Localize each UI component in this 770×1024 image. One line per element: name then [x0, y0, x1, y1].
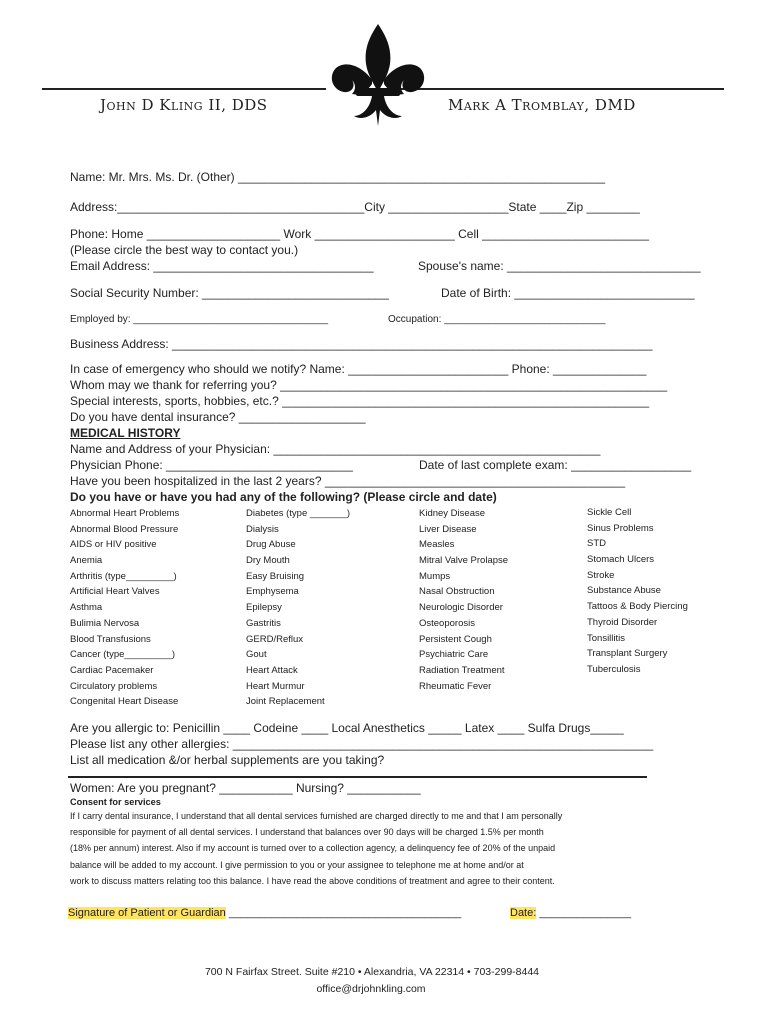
- last-exam-field[interactable]: Date of last complete exam: __________________: [419, 458, 692, 472]
- other-allergies-field[interactable]: Please list any other allergies: _______________________________________________________________: [70, 737, 654, 751]
- condition-item[interactable]: Circulatory problems: [70, 680, 158, 692]
- condition-item[interactable]: Cancer (type_________): [70, 649, 176, 661]
- footer-email[interactable]: office@drjohnkling.com: [316, 983, 426, 995]
- condition-item[interactable]: Anemia: [70, 555, 103, 567]
- consent-heading: Consent for services: [70, 797, 161, 807]
- footer-address: 700 N Fairfax Street. Suite #210 • Alexandria, VA 22314 • 703-299-8444: [204, 966, 540, 978]
- condition-item[interactable]: Liver Disease: [419, 523, 477, 535]
- date-label: Date:: [510, 907, 537, 919]
- condition-item[interactable]: Asthma: [70, 602, 103, 614]
- condition-item[interactable]: Cardiac Pacemaker: [70, 664, 154, 676]
- condition-item[interactable]: Persistent Cough: [419, 633, 492, 645]
- condition-item[interactable]: Congenital Heart Disease: [70, 696, 179, 708]
- condition-item[interactable]: Substance Abuse: [587, 585, 661, 597]
- condition-item[interactable]: Sinus Problems: [587, 522, 654, 534]
- condition-item[interactable]: Bulimia Nervosa: [70, 617, 140, 629]
- condition-item[interactable]: Mitral Valve Prolapse: [419, 555, 509, 567]
- conditions-question: Do you have or have you had any of the following? (Please circle and date): [70, 490, 497, 504]
- spouse-field[interactable]: Spouse's name: _____________________________: [418, 259, 701, 273]
- consent-line: If I carry dental insurance, I understand that all dental services furnished are charged directly to me and that I am personally: [70, 811, 563, 821]
- condition-item[interactable]: Dry Mouth: [246, 555, 290, 567]
- condition-item[interactable]: Drug Abuse: [246, 539, 296, 551]
- conditions-column-4: [587, 505, 688, 678]
- condition-item[interactable]: Heart Murmur: [246, 680, 305, 692]
- condition-item[interactable]: Tattoos & Body Piercing: [587, 601, 688, 613]
- email-field[interactable]: Email Address: _________________________________: [70, 259, 374, 273]
- right-doctor-name: Mark A Tromblay, DMD: [448, 96, 636, 114]
- condition-item[interactable]: Epilepsy: [246, 602, 282, 614]
- condition-item[interactable]: Transplant Surgery: [587, 648, 668, 660]
- name-field[interactable]: Name: Mr. Mrs. Ms. Dr. (Other) _______________________________________________________: [70, 170, 606, 184]
- conditions-column-3: [419, 506, 508, 694]
- hospitalized-field[interactable]: Have you been hospitalized in the last 2 years? _____________________________________________: [70, 474, 626, 488]
- medication-field[interactable]: List all medication &/or herbal supplements are you taking?: [70, 753, 385, 767]
- insurance-field[interactable]: Do you have dental insurance? ___________________: [70, 410, 366, 424]
- condition-item[interactable]: Abnormal Heart Problems: [70, 508, 180, 519]
- business-address-field[interactable]: Business Address: ________________________________________________________________________: [70, 337, 653, 351]
- physician-phone-field[interactable]: Physician Phone: ____________________________: [70, 458, 353, 472]
- signature-row: [68, 907, 461, 919]
- condition-item[interactable]: Measles: [419, 539, 455, 551]
- condition-item[interactable]: Easy Bruising: [246, 570, 305, 582]
- phone-field[interactable]: Phone: Home ____________________ Work _____________________ Cell _________________________: [70, 227, 649, 241]
- emergency-contact-field[interactable]: In case of emergency who should we notify? Name: ________________________ Phone: ______________: [70, 362, 647, 376]
- condition-item[interactable]: Radiation Treatment: [419, 664, 505, 676]
- condition-item[interactable]: Heart Attack: [246, 664, 298, 676]
- condition-item[interactable]: Dialysis: [246, 523, 279, 535]
- condition-item[interactable]: Sickle Cell: [587, 507, 632, 518]
- condition-item[interactable]: Diabetes (type _______): [246, 508, 351, 519]
- condition-item[interactable]: Kidney Disease: [419, 508, 486, 519]
- consent-line: work to discuss matters relating too this balance. I have read the above conditions of treatment and agree to their content.: [70, 875, 555, 886]
- condition-item[interactable]: Osteoporosis: [419, 617, 475, 629]
- condition-item[interactable]: Rheumatic Fever: [419, 680, 492, 692]
- consent-text: [70, 808, 680, 889]
- condition-item[interactable]: Gout: [246, 649, 267, 661]
- medical-history-heading: MEDICAL HISTORY: [70, 426, 181, 440]
- date-row: [510, 907, 631, 919]
- allergy-field[interactable]: Are you allergic to: Penicillin ____ Codeine ____ Local Anesthetics _____ Latex ____ Sulfa Drugs_____: [70, 721, 624, 735]
- condition-item[interactable]: STD: [587, 538, 606, 550]
- date-line[interactable]: _______________: [536, 907, 632, 919]
- physician-name-field[interactable]: Name and Address of your Physician: _________________________________________________: [70, 442, 601, 456]
- header-rule-right: [400, 88, 724, 90]
- condition-item[interactable]: Emphysema: [246, 586, 299, 598]
- condition-item[interactable]: AIDS or HIV positive: [70, 539, 157, 551]
- condition-item[interactable]: Abnormal Blood Pressure: [70, 523, 179, 535]
- condition-item[interactable]: GERD/Reflux: [246, 633, 304, 645]
- consent-line: (18% per annum) interest. Also if my account is turned over to a collection agency, a delinquency fee of 20% of the unpaid: [70, 843, 556, 854]
- referral-field[interactable]: Whom may we thank for referring you? __________________________________________________________: [70, 378, 668, 392]
- section-divider: [68, 776, 647, 778]
- consent-line: responsible for payment of all dental services. I understand that balances over 90 days will be charged 1.5% per month: [70, 827, 544, 838]
- left-doctor-name: John D Kling II, DDS: [100, 96, 268, 114]
- header-rule-left: [42, 88, 326, 90]
- condition-item[interactable]: Gastritis: [246, 617, 281, 629]
- condition-item[interactable]: Nasal Obstruction: [419, 586, 495, 598]
- ssn-field[interactable]: Social Security Number: ____________________________: [70, 286, 389, 300]
- condition-item[interactable]: Arthritis (type_________): [70, 570, 177, 582]
- conditions-column-2: [246, 506, 350, 710]
- conditions-column-1: [70, 506, 179, 710]
- employer-field[interactable]: Employed by: ___________________________________: [70, 314, 329, 325]
- condition-item[interactable]: Stroke: [587, 569, 615, 581]
- condition-item[interactable]: Thyroid Disorder: [587, 616, 658, 628]
- condition-item[interactable]: Mumps: [419, 570, 451, 582]
- signature-line[interactable]: ______________________________________: [225, 907, 462, 919]
- condition-item[interactable]: Joint Replacement: [246, 696, 325, 708]
- condition-item[interactable]: Tuberculosis: [587, 663, 641, 675]
- consent-line: balance will be added to my account. I give permission to you or your assignee to telephone me at home and/or at: [70, 859, 524, 870]
- fleur-de-lis-icon: [326, 22, 430, 128]
- condition-item[interactable]: Stomach Ulcers: [587, 554, 655, 566]
- phone-note: (Please circle the best way to contact you.): [70, 243, 299, 257]
- condition-item[interactable]: Tonsillitis: [587, 632, 626, 644]
- pregnancy-field[interactable]: Women: Are you pregnant? ___________ Nursing? ___________: [70, 781, 421, 795]
- address-field[interactable]: Address:_____________________________________City __________________State ____Zip ________: [70, 200, 640, 214]
- signature-label: Signature of Patient or Guardian: [68, 907, 226, 919]
- condition-item[interactable]: Neurologic Disorder: [419, 602, 503, 614]
- interests-field[interactable]: Special interests, sports, hobbies, etc.? _______________________________________________________: [70, 394, 650, 408]
- occupation-field[interactable]: Occupation: _____________________________: [388, 314, 606, 325]
- condition-item[interactable]: Artificial Heart Valves: [70, 586, 160, 598]
- condition-item[interactable]: Psychiatric Care: [419, 649, 489, 661]
- condition-item[interactable]: Blood Transfusions: [70, 633, 151, 645]
- dob-field[interactable]: Date of Birth: ___________________________: [441, 286, 695, 300]
